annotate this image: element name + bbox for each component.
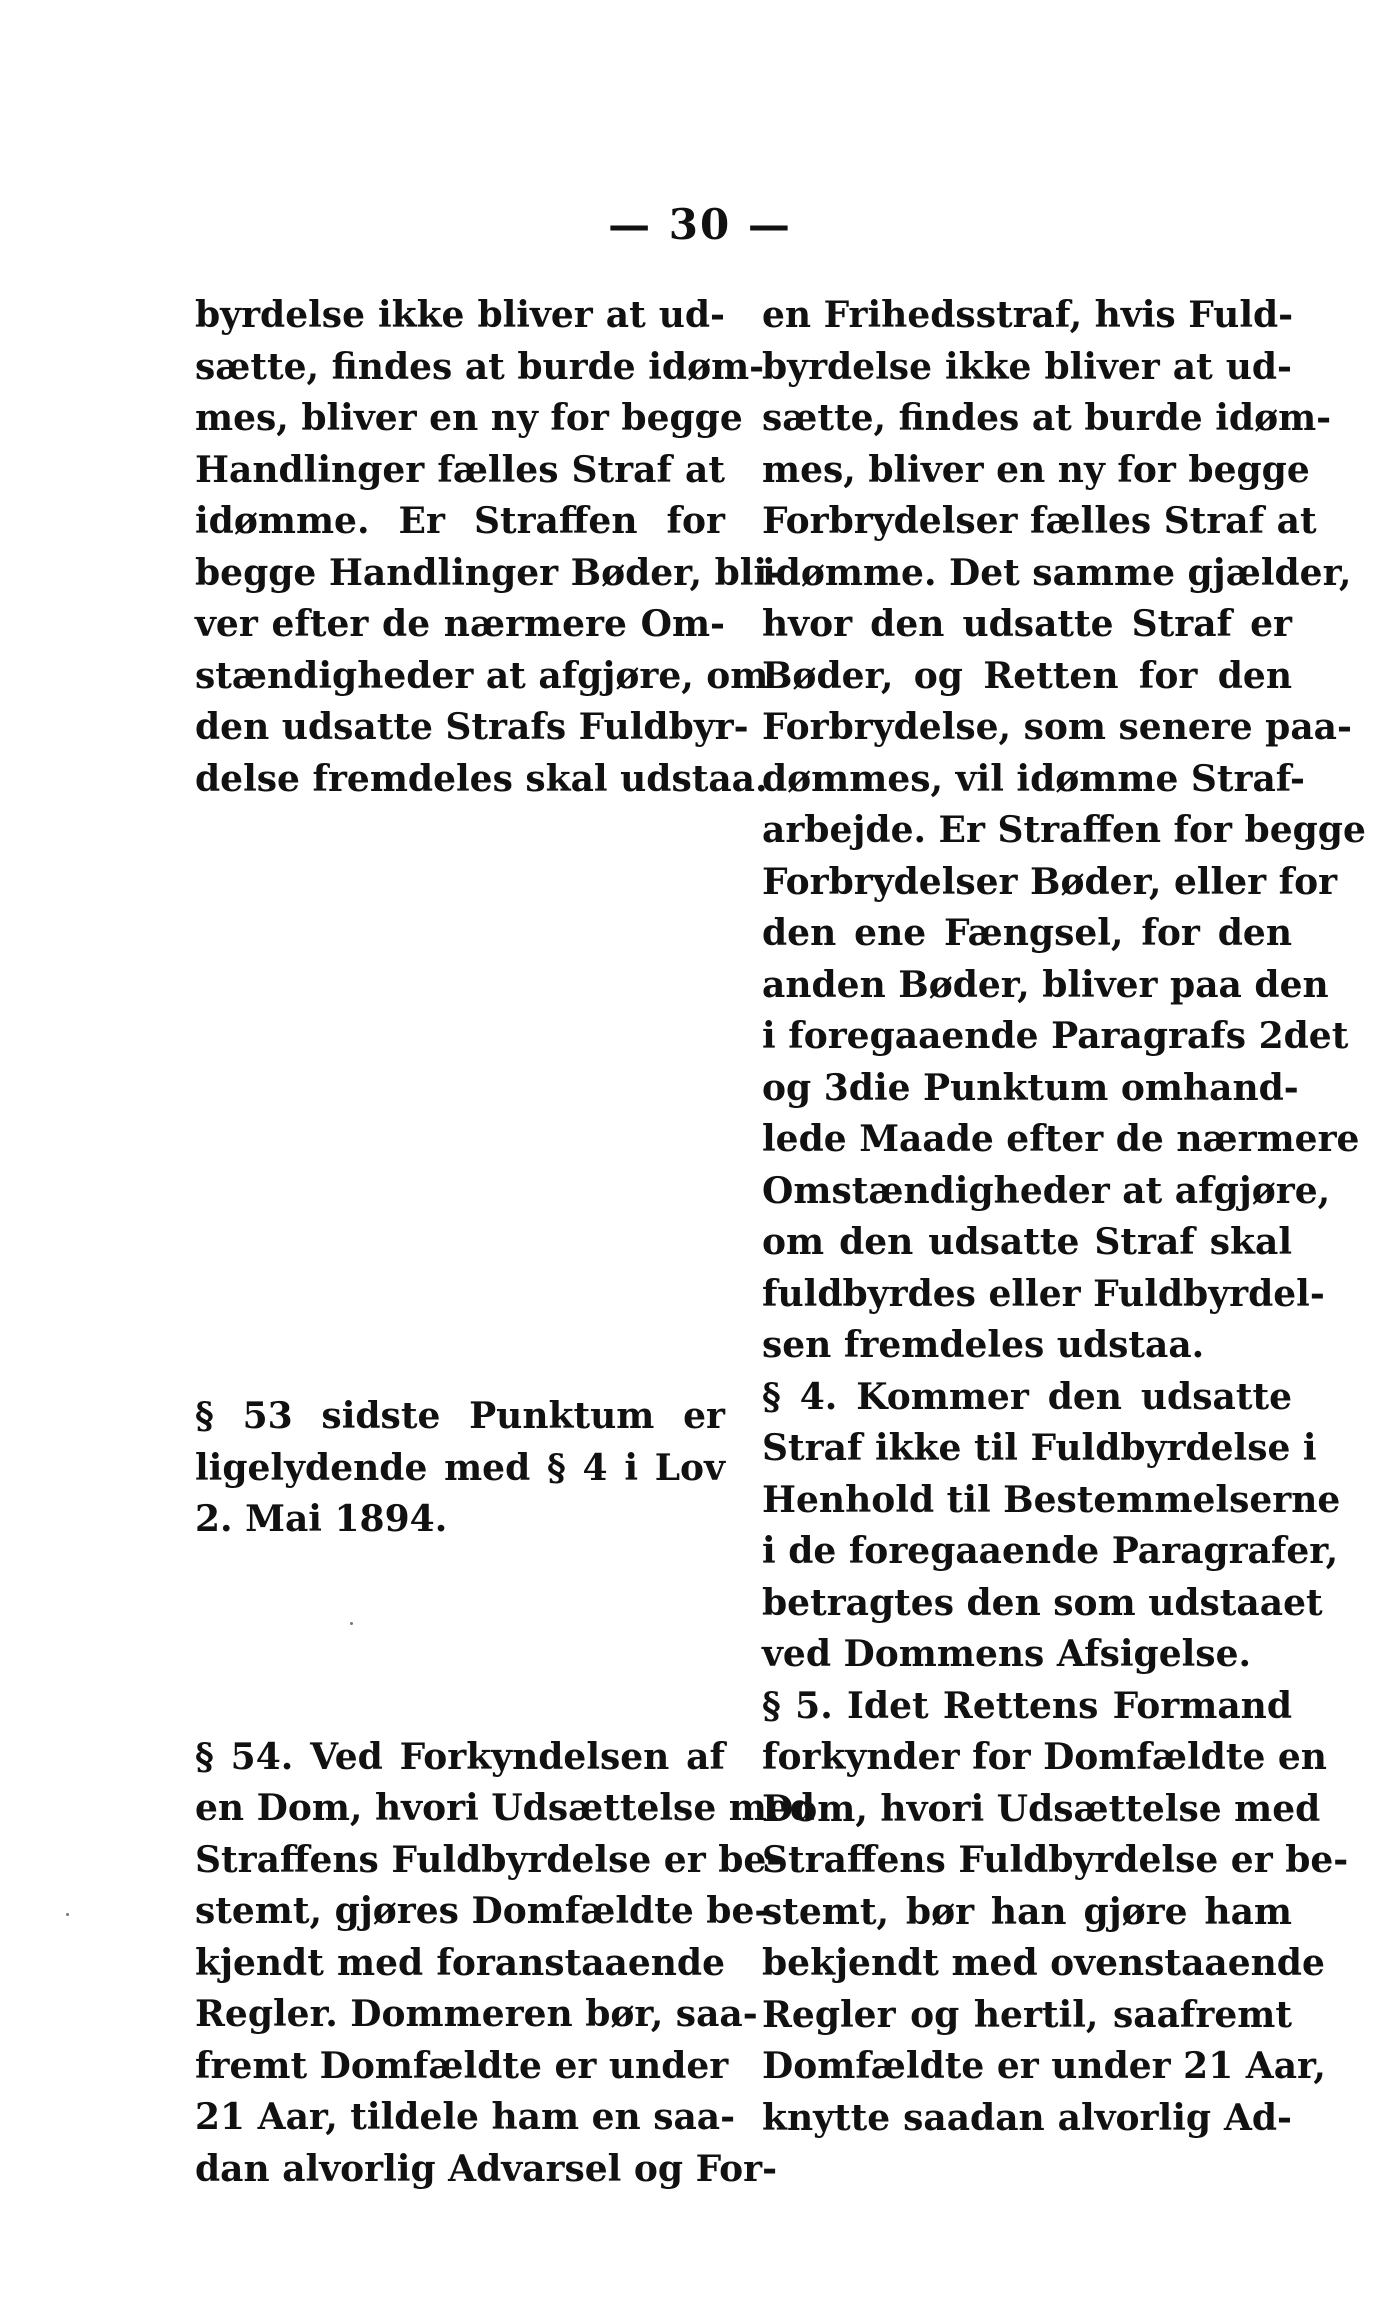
left-column [195, 290, 815, 2195]
text-line: en Dom, hvori Udsættelse med [195, 1787, 815, 1829]
text-line: bekjendt med ovenstaaende [762, 1942, 1325, 1984]
text-line: sætte, findes at burde idøm- [195, 345, 765, 388]
text-line: 2. Mai 1894. [195, 1498, 448, 1540]
text-line: knytte saadan alvorlig Ad- [762, 2096, 1292, 2139]
left-section-53 [195, 1391, 725, 1546]
text-line: sen fremdeles udstaa. [762, 1324, 1205, 1366]
text-line: mes, bliver en ny for begge [195, 397, 743, 439]
right-section-4 [762, 1372, 1341, 1681]
text-line: stændigheder at afgjøre, om [195, 654, 769, 697]
page-number: — 30 — [608, 200, 792, 249]
text-line: Handlinger fælles Straf at [195, 448, 725, 491]
text-line: Straffens Fuldbyrdelse er be- [195, 1838, 782, 1881]
text-line: Forbrydelser Bøder, eller for [762, 860, 1338, 903]
print-speck [66, 1913, 69, 1916]
text-line: Regler og hertil, saafremt [762, 1993, 1292, 2036]
left-section-54 [195, 1732, 815, 2196]
text-line: 21 Aar, tildele ham en saa- [195, 2096, 736, 2138]
text-line: Regler. Dommeren bør, saa- [195, 1993, 758, 2035]
text-line: byrdelse ikke bliver at ud- [762, 345, 1292, 388]
left-paragraph-continuation [195, 290, 783, 805]
text-line: ved Dommens Afsigelse. [762, 1633, 1252, 1675]
print-speck [350, 1622, 353, 1625]
text-line: Forbrydelse, som senere paa- [762, 706, 1352, 748]
text-line: ligelydende med § 4 i Lov [195, 1446, 725, 1489]
right-section-5 [762, 1681, 1349, 2145]
text-line: § 5. Idet Rettens Formand [762, 1684, 1292, 1727]
text-line: Bøder, og Retten for den [762, 654, 1292, 697]
text-line: den udsatte Strafs Fuldbyr- [195, 706, 749, 748]
text-line: Dom, hvori Udsættelse med [762, 1787, 1321, 1830]
text-line: Omstændigheder at afgjøre, [762, 1169, 1331, 1212]
text-line: Straf ikke til Fuldbyrdelse i [762, 1427, 1317, 1469]
text-line: stemt, bør han gjøre ham [762, 1890, 1292, 1933]
text-line: § 54. Ved Forkyndelsen af [195, 1735, 725, 1778]
text-line: Forbrydelser fælles Straf at [762, 500, 1317, 542]
text-line: delse fremdeles skal udstaa. [195, 757, 768, 800]
text-line: byrdelse ikke bliver at ud- [195, 294, 725, 336]
text-line: kjendt med foranstaaende [195, 1941, 725, 1984]
right-paragraph-continuation [762, 290, 1366, 1372]
text-line: dan alvorlig Advarsel og For- [195, 2147, 778, 2190]
text-line: forkynder for Domfældte en [762, 1736, 1327, 1778]
text-line: i foregaaende Paragrafs 2det [762, 1015, 1349, 1057]
text-line: Straffens Fuldbyrdelse er be- [762, 1839, 1349, 1881]
text-line: ver efter de nærmere Om- [195, 603, 725, 645]
text-line: fuldbyrdes eller Fuldbyrdel- [762, 1272, 1325, 1315]
text-line: betragtes den som udstaaet [762, 1581, 1323, 1624]
text-line: § 4. Kommer den udsatte [762, 1375, 1292, 1418]
text-line: anden Bøder, bliver paa den [762, 963, 1329, 1006]
text-line: hvor den udsatte Straf er [762, 603, 1292, 645]
text-line: begge Handlinger Bøder, bli- [195, 551, 783, 594]
text-line: sætte, findes at burde idøm- [762, 397, 1332, 439]
text-line: § 53 sidste Punktum er [195, 1395, 725, 1437]
text-line: mes, bliver en ny for begge [762, 448, 1310, 491]
text-line: den ene Fængsel, for den [762, 912, 1292, 954]
text-line: i de foregaaende Paragrafer, [762, 1530, 1339, 1572]
text-line: en Frihedsstraf, hvis Fuld- [762, 294, 1294, 336]
text-line: Domfældte er under 21 Aar, [762, 2045, 1326, 2087]
text-line: dømmes, vil idømme Straf- [762, 757, 1305, 800]
text-line: arbejde. Er Straffen for begge [762, 809, 1366, 851]
text-line: lede Maade efter de nærmere [762, 1118, 1360, 1160]
text-line: fremt Domfældte er under [195, 2044, 729, 2087]
text-line: Henhold til Bestemmelserne [762, 1478, 1341, 1521]
text-line: idømme. Er Straffen for [195, 500, 725, 542]
text-line: og 3die Punktum omhand- [762, 1066, 1299, 1109]
right-column [762, 290, 1366, 2144]
text-line: om den udsatte Straf skal [762, 1221, 1292, 1263]
text-line: idømme. Det samme gjælder, [762, 551, 1352, 594]
text-line: stemt, gjøres Domfældte be- [195, 1890, 770, 1932]
